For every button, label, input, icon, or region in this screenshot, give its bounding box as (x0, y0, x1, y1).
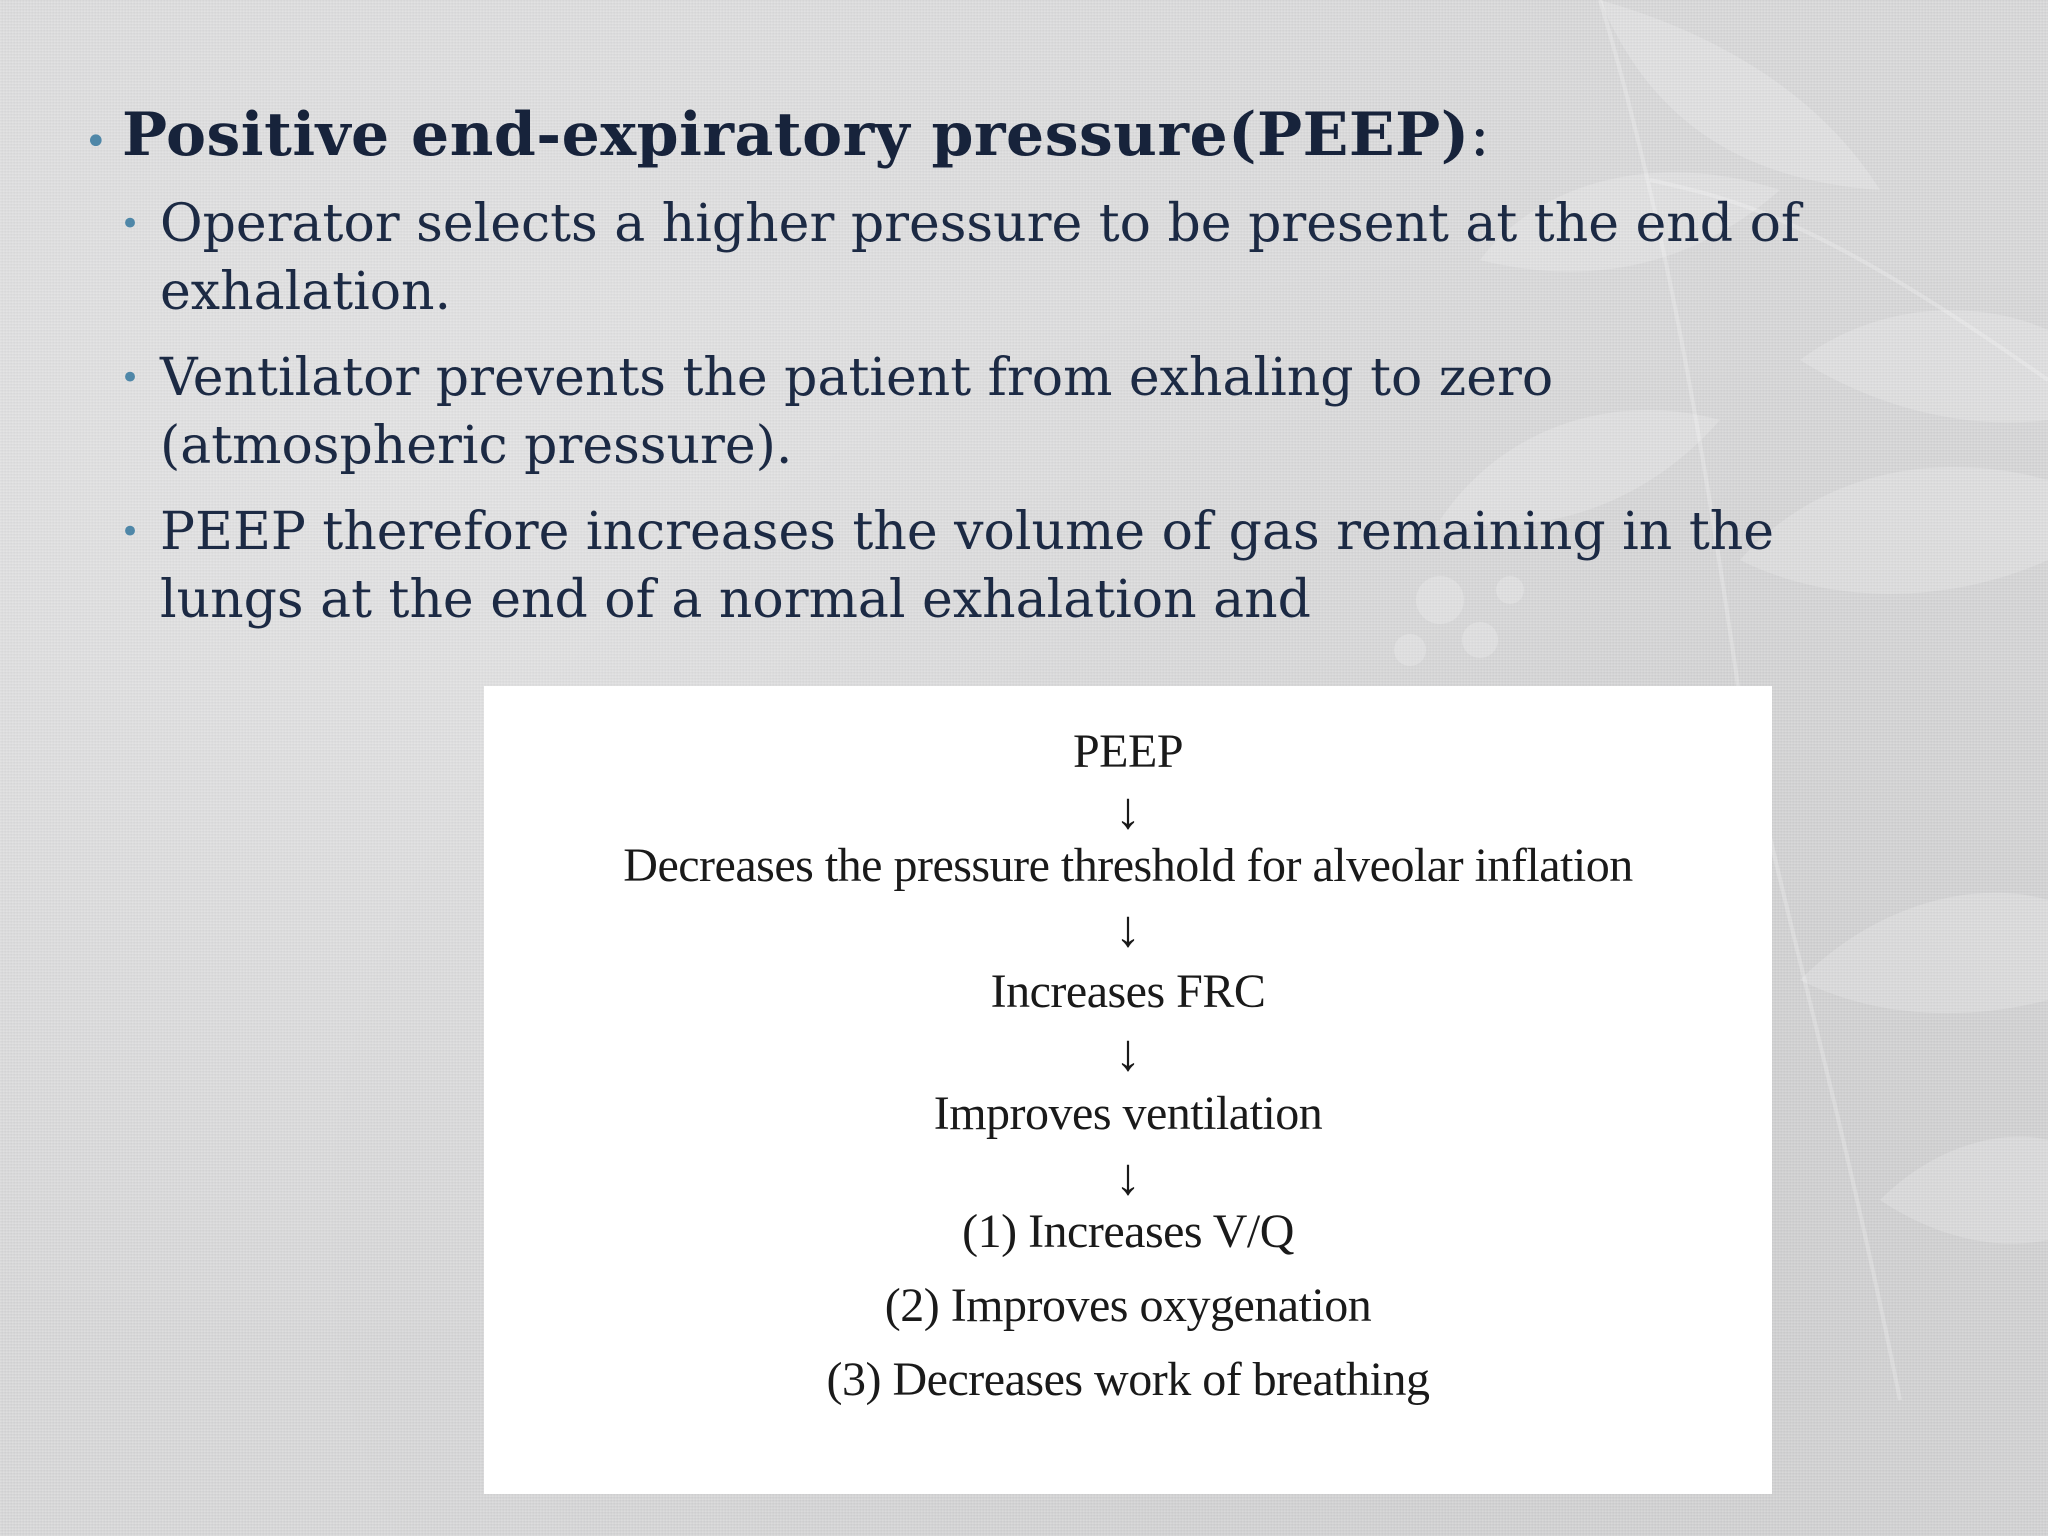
bullet-text: PEEP therefore increases the volume of gas remaining in the lungs at the end of a normal exhalation and (160, 502, 1774, 630)
down-arrow-icon: ↓ (1115, 1149, 1141, 1206)
flow-step-peep: PEEP (1072, 725, 1184, 778)
bullet-dot: • (120, 204, 141, 244)
bullet-text: Ventilator prevents the patient from exhaling to zero (atmospheric pressure). (160, 348, 1554, 476)
down-arrow-icon: ↓ (1115, 783, 1141, 840)
heading-colon: : (1469, 100, 1490, 170)
bullet-list (120, 190, 1920, 652)
bullet-item (120, 498, 1920, 634)
bullet-dot: • (84, 119, 108, 165)
bullet-dot: • (120, 358, 141, 398)
down-arrow-icon: ↓ (1115, 901, 1141, 958)
heading-row (84, 100, 1490, 170)
flow-outcome: (3) Decreases work of breathing (826, 1353, 1430, 1406)
bullet-item (120, 344, 1920, 480)
flow-step-ventilation: Improves ventilation (933, 1087, 1323, 1140)
bullet-dot: • (120, 512, 141, 552)
flow-outcome: (2) Improves oxygenation (884, 1279, 1372, 1332)
bullet-text: Operator selects a higher pressure to be present at the end of exhalation. (160, 194, 1801, 322)
flow-outcome: (1) Increases V/Q (962, 1205, 1294, 1258)
slide-heading: Positive end-expiratory pressure(PEEP) (122, 100, 1470, 170)
down-arrow-icon: ↓ (1115, 1025, 1141, 1082)
flow-step-threshold: Decreases the pressure threshold for alveolar inflation (623, 839, 1633, 892)
peep-flow-figure (484, 686, 1772, 1494)
flow-step-frc: Increases FRC (990, 965, 1266, 1018)
bullet-item (120, 190, 1920, 326)
